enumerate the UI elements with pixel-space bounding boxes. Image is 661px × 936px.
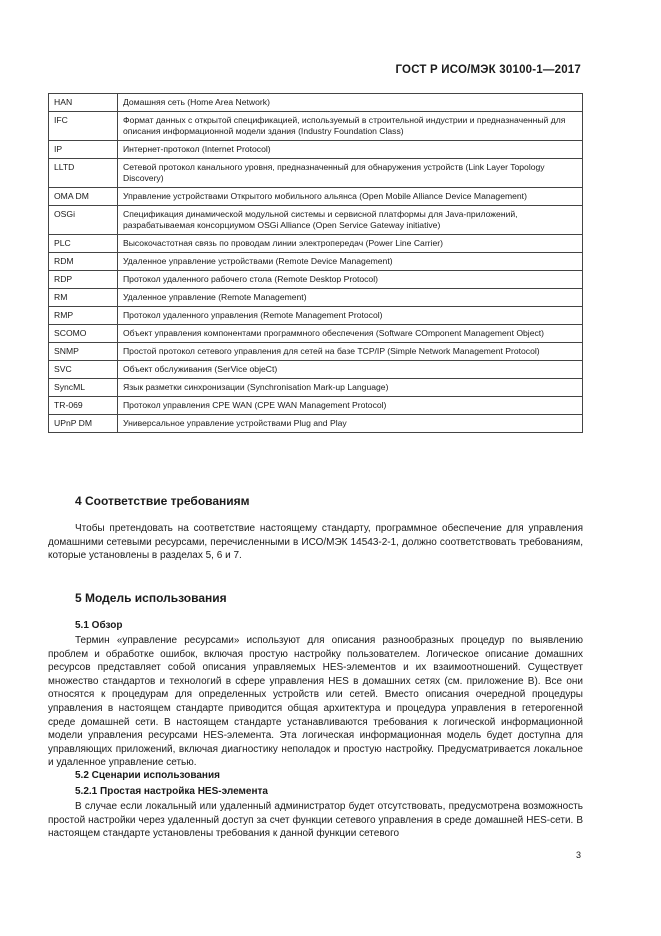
abbreviation-definition: Высокочастотная связь по проводам линии электропередач (Power Line Carrier): [118, 235, 583, 253]
table-row: [49, 271, 583, 289]
abbreviation-definition: Сетевой протокол канального уровня, предназначенный для обнаружения устройств (Link Layer Topology Discovery): [118, 159, 583, 188]
abbreviation-term: RDP: [49, 271, 118, 289]
abbreviation-term: PLC: [49, 235, 118, 253]
table-row: [49, 379, 583, 397]
abbreviation-term: SNMP: [49, 343, 118, 361]
table-row: [49, 112, 583, 141]
abbreviation-term: SVC: [49, 361, 118, 379]
abbreviation-definition: Спецификация динамической модульной системы и сервисной платформы для Java-приложений, разрабатываемая консорциумом OSGi Alliance (Open Service Gateway initiative): [118, 206, 583, 235]
section-5-title: 5 Модель использования: [75, 591, 227, 605]
abbreviation-definition: Домашняя сеть (Home Area Network): [118, 94, 583, 112]
abbreviation-term: OMA DM: [49, 188, 118, 206]
table-row: [49, 343, 583, 361]
table-row: [49, 325, 583, 343]
table-row: [49, 188, 583, 206]
abbreviation-term: RDM: [49, 253, 118, 271]
table-row: [49, 141, 583, 159]
section-4-title: 4 Соответствие требованиям: [75, 494, 250, 508]
table-row: [49, 289, 583, 307]
document-header: ГОСТ Р ИСО/МЭК 30100-1—2017: [395, 64, 581, 76]
abbreviation-definition: Управление устройствами Открытого мобильного альянса (Open Mobile Alliance Device Management): [118, 188, 583, 206]
abbreviation-term: IP: [49, 141, 118, 159]
abbreviation-term: TR-069: [49, 397, 118, 415]
abbreviation-term: RM: [49, 289, 118, 307]
subsection-5-1-paragraph: Термин «управление ресурсами» используют для описания разнообразных процедур по выявлению проблем и обработке ошибок, включая простую настройку пользователем. Логическое описание домашних ресурсов представляет собой описания управляемых HES-элементов и их взаимоотношений. Существует множество стандартов и технологий в сфере управления HES в домашних сетях (см. приложение В). Все они относятся к процедурам для определенных устройств или сетей. Вместо описания очередной процедуры управления в настоящем стандарте приводится общая архитектура и процедура управления в гетерогенной среде домашней сети. В настоящем стандарте устанавливаются требования к логической информационной модели управления ресурсами HES-элемента. Эта логическая информационная модель будет доступна для управляющих приложений, включая диагностику неполадок и простую настройку. Предусматривается локальное и удаленное управление сетью.: [48, 635, 583, 769]
subsection-5-2-title: 5.2 Сценарии использования: [75, 770, 220, 781]
abbreviations-table: [48, 93, 583, 433]
table-row: [49, 94, 583, 112]
abbreviation-definition: Протокол управления CPE WAN (CPE WAN Management Protocol): [118, 397, 583, 415]
table-row: [49, 415, 583, 433]
abbreviation-term: UPnP DM: [49, 415, 118, 433]
subsection-5-2-1-title: 5.2.1 Простая настройка HES-элемента: [75, 786, 268, 797]
abbreviation-term: IFC: [49, 112, 118, 141]
abbreviation-definition: Протокол удаленного управления (Remote Management Protocol): [118, 307, 583, 325]
abbreviation-term: HAN: [49, 94, 118, 112]
abbreviation-definition: Протокол удаленного рабочего стола (Remote Desktop Protocol): [118, 271, 583, 289]
table-row: [49, 253, 583, 271]
table-row: [49, 397, 583, 415]
abbreviation-definition: Простой протокол сетевого управления для сетей на базе TCP/IP (Simple Network Management Protocol): [118, 343, 583, 361]
abbreviation-definition: Удаленное управление (Remote Management): [118, 289, 583, 307]
section-4-paragraph: Чтобы претендовать на соответствие настоящему стандарту, программное обеспечение для управления домашними сетевыми ресурсами, перечисленными в ИСО/МЭК 14543-2-1, должно соответствовать требованиям, которые установлены в разделах 5, 6 и 7.: [48, 523, 583, 562]
table-row: [49, 361, 583, 379]
abbreviation-definition: Удаленное управление устройствами (Remote Device Management): [118, 253, 583, 271]
table-row: [49, 159, 583, 188]
subsection-5-2-1-paragraph: В случае если локальный или удаленный администратор будет отсутствовать, предусмотрена возможность простой настройки через удаленный доступ за счет функции сетевого управления в среде домашней HES-сети. В настоящем стандарте установлены требования к данной функции сетевого: [48, 801, 583, 840]
page-number: 3: [576, 850, 582, 860]
abbreviation-term: SCOMO: [49, 325, 118, 343]
abbreviation-definition: Объект управления компонентами программного обеспечения (Software COmponent Management Object): [118, 325, 583, 343]
abbreviation-term: SyncML: [49, 379, 118, 397]
abbreviation-definition: Язык разметки синхронизации (Synchronisation Mark-up Language): [118, 379, 583, 397]
table-row: [49, 206, 583, 235]
abbreviation-definition: Универсальное управление устройствами Plug and Play: [118, 415, 583, 433]
table-row: [49, 235, 583, 253]
abbreviation-term: OSGi: [49, 206, 118, 235]
abbreviation-definition: Формат данных с открытой спецификацией, используемый в строительной индустрии и предназначенный для описания информационной модели здания (Industry Foundation Class): [118, 112, 583, 141]
abbreviation-definition: Объект обслуживания (SerVice objeCt): [118, 361, 583, 379]
abbreviation-definition: Интернет-протокол (Internet Protocol): [118, 141, 583, 159]
subsection-5-1-title: 5.1 Обзор: [75, 620, 123, 631]
table-row: [49, 307, 583, 325]
abbreviation-term: LLTD: [49, 159, 118, 188]
abbreviation-term: RMP: [49, 307, 118, 325]
